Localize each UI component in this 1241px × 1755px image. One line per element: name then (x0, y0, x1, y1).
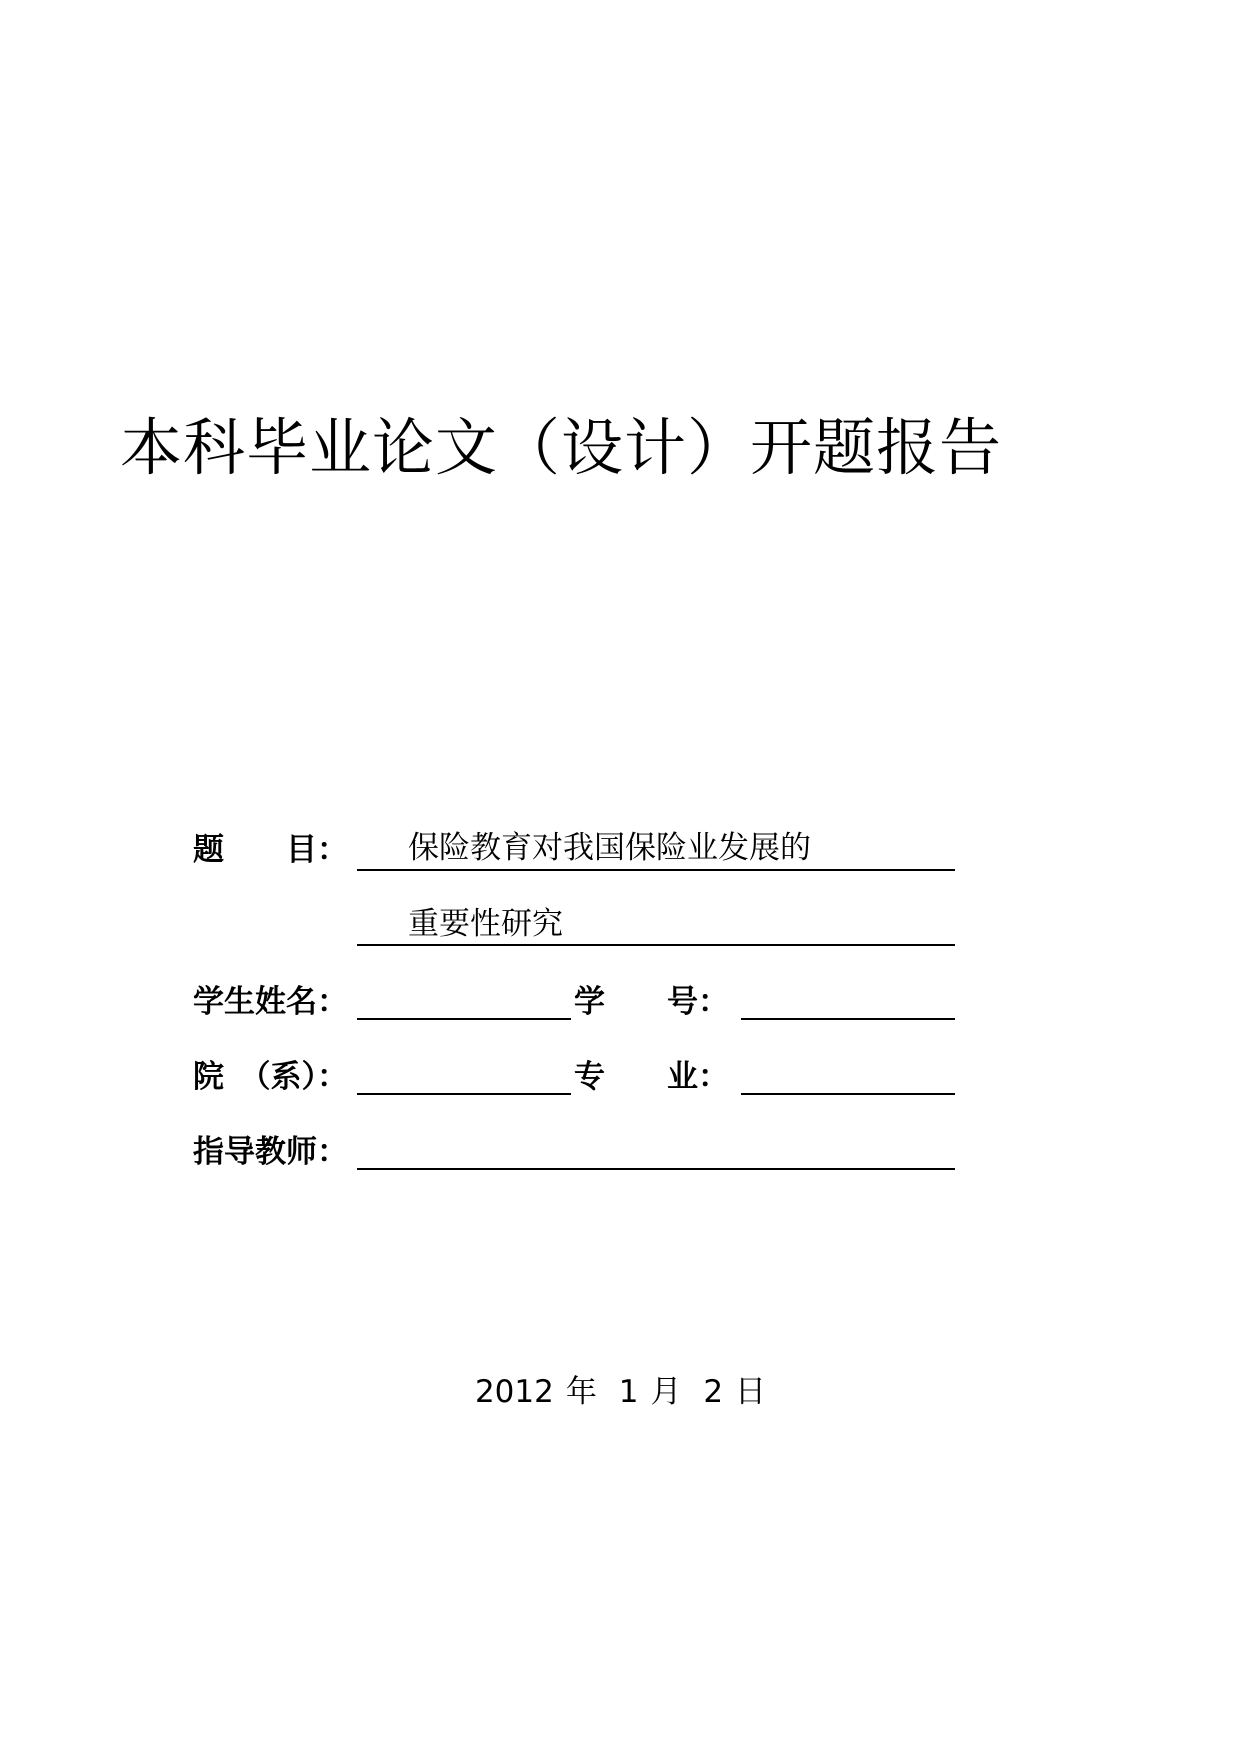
document-title: 本科毕业论文（设计）开题报告 (120, 411, 1003, 484)
topic-underline-1 (357, 869, 955, 871)
department-label: 院 （系）： (193, 1059, 348, 1095)
major-label: 专 业： (574, 1059, 729, 1095)
student-id-label: 学 号： (574, 984, 729, 1020)
topic-value-line1: 保险教育对我国保险业发展的 (408, 830, 811, 866)
date-day-unit: 日 (735, 1374, 767, 1410)
advisor-label: 指导教师： (193, 1134, 348, 1170)
date-month: 1 (618, 1374, 639, 1410)
topic-underline-2 (357, 944, 955, 946)
topic-label: 题 目： (193, 832, 348, 868)
date-year: 2012 (474, 1374, 554, 1410)
student-name-label: 学生姓名： (193, 984, 348, 1020)
date-day: 2 (703, 1374, 724, 1410)
report-date (0, 1372, 1241, 1412)
student-name-underline (357, 1018, 571, 1020)
department-underline (357, 1093, 571, 1095)
student-id-underline (741, 1018, 955, 1020)
advisor-underline (357, 1168, 955, 1170)
major-underline (741, 1093, 955, 1095)
date-year-unit: 年 (565, 1374, 597, 1410)
topic-value-line2: 重要性研究 (408, 906, 563, 942)
date-month-unit: 月 (650, 1374, 682, 1410)
